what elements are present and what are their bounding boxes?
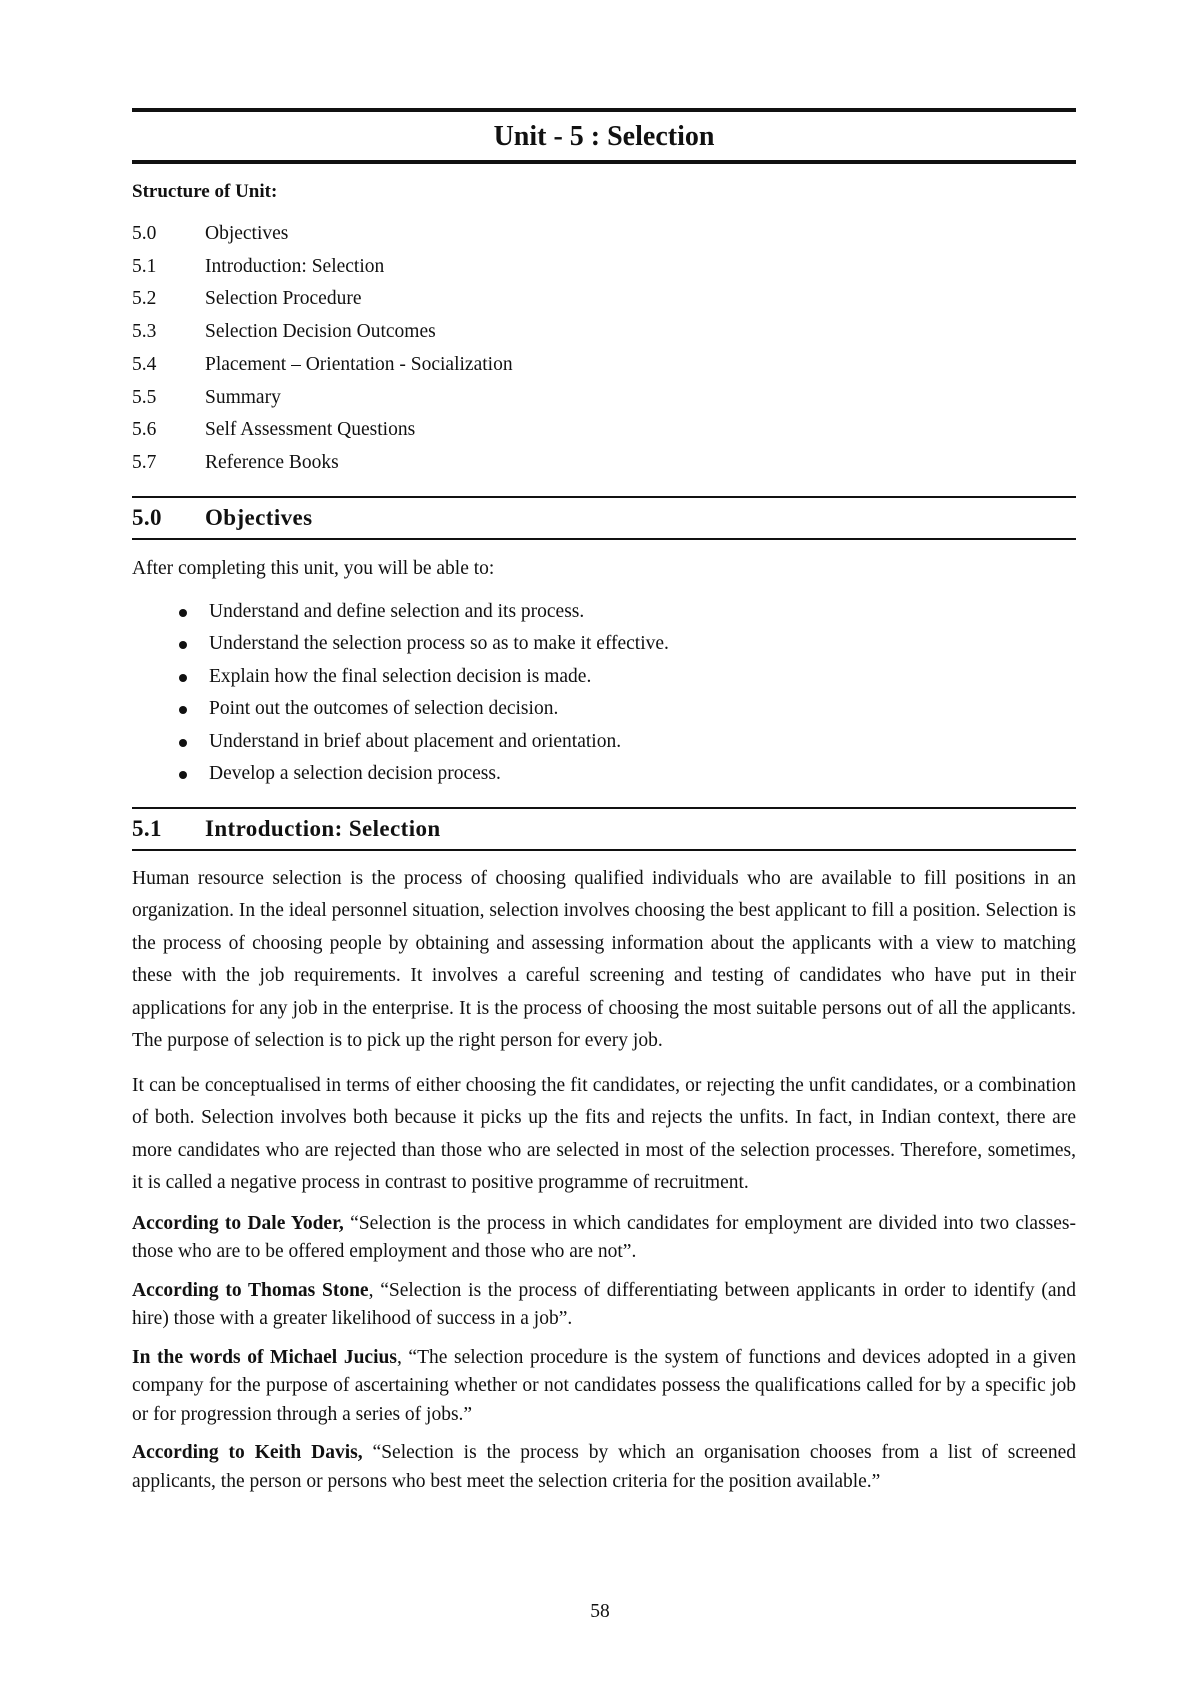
bullet-text: Understand and define selection and its process. xyxy=(209,600,585,622)
section-number: 5.0 xyxy=(132,504,162,530)
bullet-icon xyxy=(179,739,187,747)
title-rule-bottom xyxy=(132,160,1076,164)
list-item xyxy=(132,661,1076,694)
toc-item xyxy=(132,218,1076,251)
bullet-icon xyxy=(179,641,187,649)
toc-label: Reference Books xyxy=(205,451,339,473)
quote-author: In the words of Michael Jucius xyxy=(132,1346,397,1368)
toc-number: 5.1 xyxy=(132,255,157,277)
toc-number: 5.0 xyxy=(132,223,157,244)
toc-item xyxy=(132,251,1076,284)
toc-label: Selection Procedure xyxy=(205,288,362,310)
definition-quote xyxy=(132,1210,1076,1267)
toc-number: 5.7 xyxy=(132,451,157,473)
list-item xyxy=(132,628,1076,661)
toc-number: 5.3 xyxy=(132,321,157,343)
unit-title: Unit - 5 : Selection xyxy=(493,121,715,152)
bullet-text: Develop a selection decision process. xyxy=(209,763,501,785)
table-of-contents xyxy=(132,218,1076,480)
bullet-text: Understand the selection process so as to make it effective. xyxy=(209,633,669,655)
quote-author: According to Dale Yoder, xyxy=(132,1212,344,1234)
toc-number: 5.5 xyxy=(132,386,157,408)
page-number: 58 xyxy=(590,1601,610,1622)
list-item xyxy=(132,693,1076,726)
quote-author: According to Keith Davis, xyxy=(132,1442,363,1464)
quote-text: “Selection is the process in which candidates for employment are divided into two classes-those who are to be offered employment and those who are not”. xyxy=(132,1212,1076,1263)
quote-author: According to Thomas Stone xyxy=(132,1279,369,1301)
bullet-text: Point out the outcomes of selection decision. xyxy=(209,698,559,720)
toc-label: Placement – Orientation - Socialization xyxy=(205,353,513,375)
toc-label: Self Assessment Questions xyxy=(205,419,416,441)
toc-label: Introduction: Selection xyxy=(205,255,385,277)
toc-item xyxy=(132,382,1076,415)
section-number: 5.1 xyxy=(132,815,162,841)
bullet-icon xyxy=(179,674,187,682)
definition-quote xyxy=(132,1344,1076,1430)
toc-number: 5.2 xyxy=(132,288,157,310)
quote-text: , “The selection procedure is the system of functions and devices adopted in a given company for the purpose of ascertaining whether or not candidates possess the qualifications called for by a specific job or for progression through a series of jobs.” xyxy=(132,1346,1077,1425)
toc-number: 5.6 xyxy=(132,419,157,441)
definition-quote xyxy=(132,1277,1076,1334)
toc-label: Selection Decision Outcomes xyxy=(205,321,436,343)
paragraph: Human resource selection is the process of choosing qualified individuals who are available to fill positions in an organization. In the ideal personnel situation, selection involves choosing the best applicant to fill a position. Selection is the process of choosing people by obtaining and assessing information about the applicants with a view to matching these with the job requirements. It involves a careful screening and testing of candidates who have put in their applications for any job in the enterprise. It is the process of choosing the most suitable persons out of all the applicants. The purpose of selection is to pick up the right person for every job. xyxy=(132,867,1076,1052)
list-item xyxy=(132,596,1076,629)
bullet-text: Explain how the final selection decision is made. xyxy=(209,665,592,687)
toc-item xyxy=(132,349,1076,382)
toc-item xyxy=(132,316,1076,349)
quote-text: , “Selection is the process of differentiating between applicants in order to identify (and hire) those with a greater likelihood of success in a job”. xyxy=(132,1279,1076,1330)
toc-item xyxy=(132,447,1076,480)
quote-text: “Selection is the process by which an organisation chooses from a list of screened applicants, the person or persons who best meet the selection criteria for the position available.” xyxy=(132,1442,1076,1492)
section-heading-introduction xyxy=(132,807,1076,851)
objectives-list xyxy=(132,596,1076,791)
bullet-icon xyxy=(179,609,187,617)
toc-item xyxy=(132,283,1076,316)
section-title: Objectives xyxy=(205,504,313,530)
section-title: Introduction: Selection xyxy=(205,815,441,841)
document-page xyxy=(132,108,1076,1496)
bullet-icon xyxy=(179,771,187,779)
list-item xyxy=(132,726,1076,759)
paragraph: It can be conceptualised in terms of either choosing the fit candidates, or rejecting the unfit candidates, or a combination of both. Selection involves both because it picks up the fits and rejects the unfits. In fact, in Indian context, there are more candidates who are rejected than those who are selected in most of the selection processes. Therefore, sometimes, it is called a negative process in contrast to positive programme of recruitment. xyxy=(132,1074,1076,1194)
definition-quote xyxy=(132,1439,1076,1496)
toc-number: 5.4 xyxy=(132,353,157,375)
structure-heading: Structure of Unit: xyxy=(132,181,278,202)
list-item xyxy=(132,758,1076,791)
objectives-intro: After completing this unit, you will be able to: xyxy=(132,557,495,579)
toc-label: Summary xyxy=(205,386,281,408)
bullet-text: Understand in brief about placement and orientation. xyxy=(209,730,622,752)
bullet-icon xyxy=(179,706,187,714)
toc-label: Objectives xyxy=(205,223,289,244)
section-heading-objectives xyxy=(132,496,1076,540)
toc-item xyxy=(132,414,1076,447)
